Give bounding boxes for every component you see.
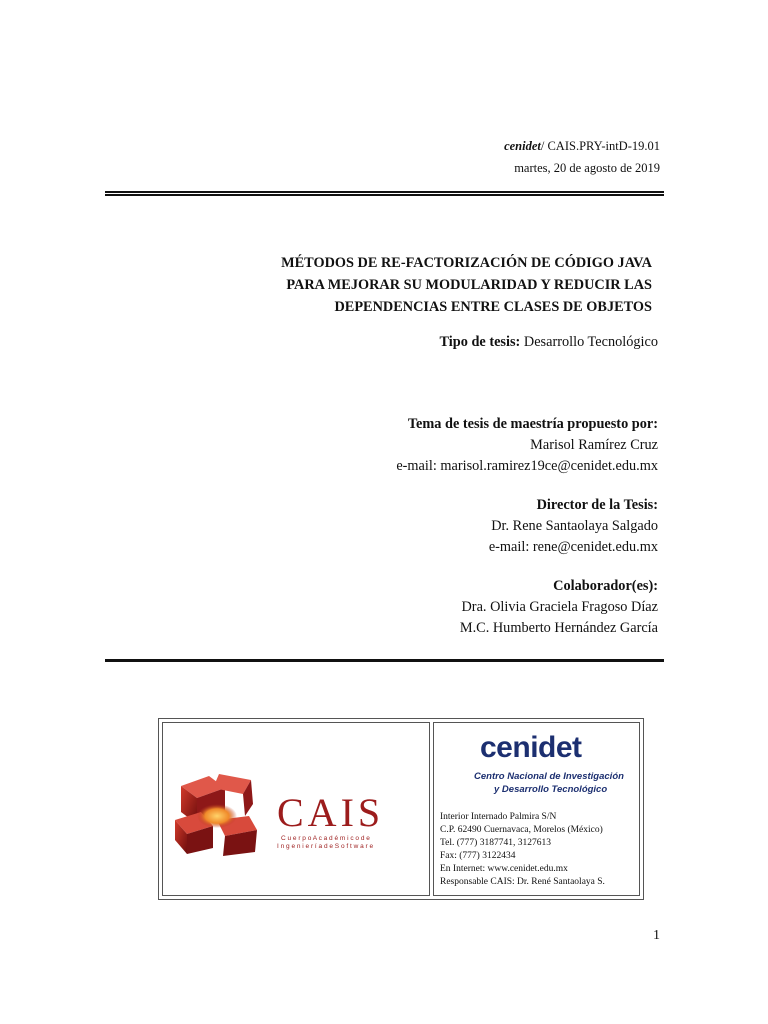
proposed-by-name: Marisol Ramírez Cruz xyxy=(530,437,658,453)
contact-line: Fax: (777) 3122434 xyxy=(440,851,516,861)
cais-cell xyxy=(162,722,430,896)
cais-logo xyxy=(173,768,423,858)
header-divider xyxy=(105,191,664,196)
director-label: Director de la Tesis: xyxy=(536,497,658,513)
contact-line: En Internet: www.cenidet.edu.mx xyxy=(440,864,568,874)
body-divider xyxy=(105,659,664,662)
director-section xyxy=(489,495,658,558)
reference-brand: cenidet xyxy=(504,139,541,153)
contact-line: C.P. 62490 Cuernavaca, Morelos (México) xyxy=(440,825,603,835)
collaborators-label: Colaborador(es): xyxy=(553,578,658,594)
reference-code-line xyxy=(504,135,660,157)
cenidet-subtitle-1: Centro Nacional de Investigación xyxy=(474,771,624,782)
title-line: MÉTODOS DE RE-FACTORIZACIÓN DE CÓDIGO JAVA xyxy=(281,255,652,271)
thesis-title xyxy=(132,252,652,318)
reference-code: / CAIS.PRY-intD-19.01 xyxy=(540,139,660,153)
thesis-type xyxy=(440,332,658,353)
cais-tagline-2: I n g e n i e r í a d e S o f t w a r e xyxy=(277,843,374,850)
thesis-type-value: Desarrollo Tecnológico xyxy=(520,334,658,350)
page-number: 1 xyxy=(653,928,660,943)
collaborator-name: M.C. Humberto Hernández García xyxy=(459,620,658,636)
title-line: DEPENDENCIAS ENTRE CLASES DE OBJETOS xyxy=(334,299,652,315)
document-date: martes, 20 de agosto de 2019 xyxy=(514,161,660,175)
collaborator-name: Dra. Olivia Graciela Fragoso Díaz xyxy=(461,599,658,615)
director-name: Dr. Rene Santaolaya Salgado xyxy=(491,518,658,534)
proposed-by-email: e-mail: marisol.ramirez19ce@cenidet.edu.mx xyxy=(396,458,658,474)
cais-tagline-1: C u e r p o A c a d é m i c o d e xyxy=(281,835,370,842)
cube-icon xyxy=(175,774,257,856)
contact-line: Responsable CAIS: Dr. René Santaolaya S. xyxy=(440,877,605,887)
director-email: e-mail: rene@cenidet.edu.mx xyxy=(488,539,658,555)
proposed-by-label: Tema de tesis de maestría propuesto por: xyxy=(407,416,658,432)
document-reference xyxy=(504,135,660,179)
cenidet-cell xyxy=(433,722,640,896)
collaborators-section xyxy=(460,576,658,639)
thesis-type-label: Tipo de tesis: xyxy=(439,334,521,350)
cenidet-subtitle-2: y Desarrollo Tecnológico xyxy=(494,784,608,795)
cenidet-logo xyxy=(446,731,646,801)
cenidet-wordmark: cenidet xyxy=(480,731,582,764)
title-line: PARA MEJORAR SU MODULARIDAD Y REDUCIR LAS xyxy=(286,277,652,293)
contact-info xyxy=(440,811,605,889)
institution-footer xyxy=(158,718,644,900)
contact-line: Tel. (777) 3187741, 3127613 xyxy=(440,838,551,848)
contact-line: Interior Internado Palmira S/N xyxy=(440,812,557,822)
proposed-by-section xyxy=(396,414,658,477)
cais-wordmark: CAIS xyxy=(277,790,385,835)
